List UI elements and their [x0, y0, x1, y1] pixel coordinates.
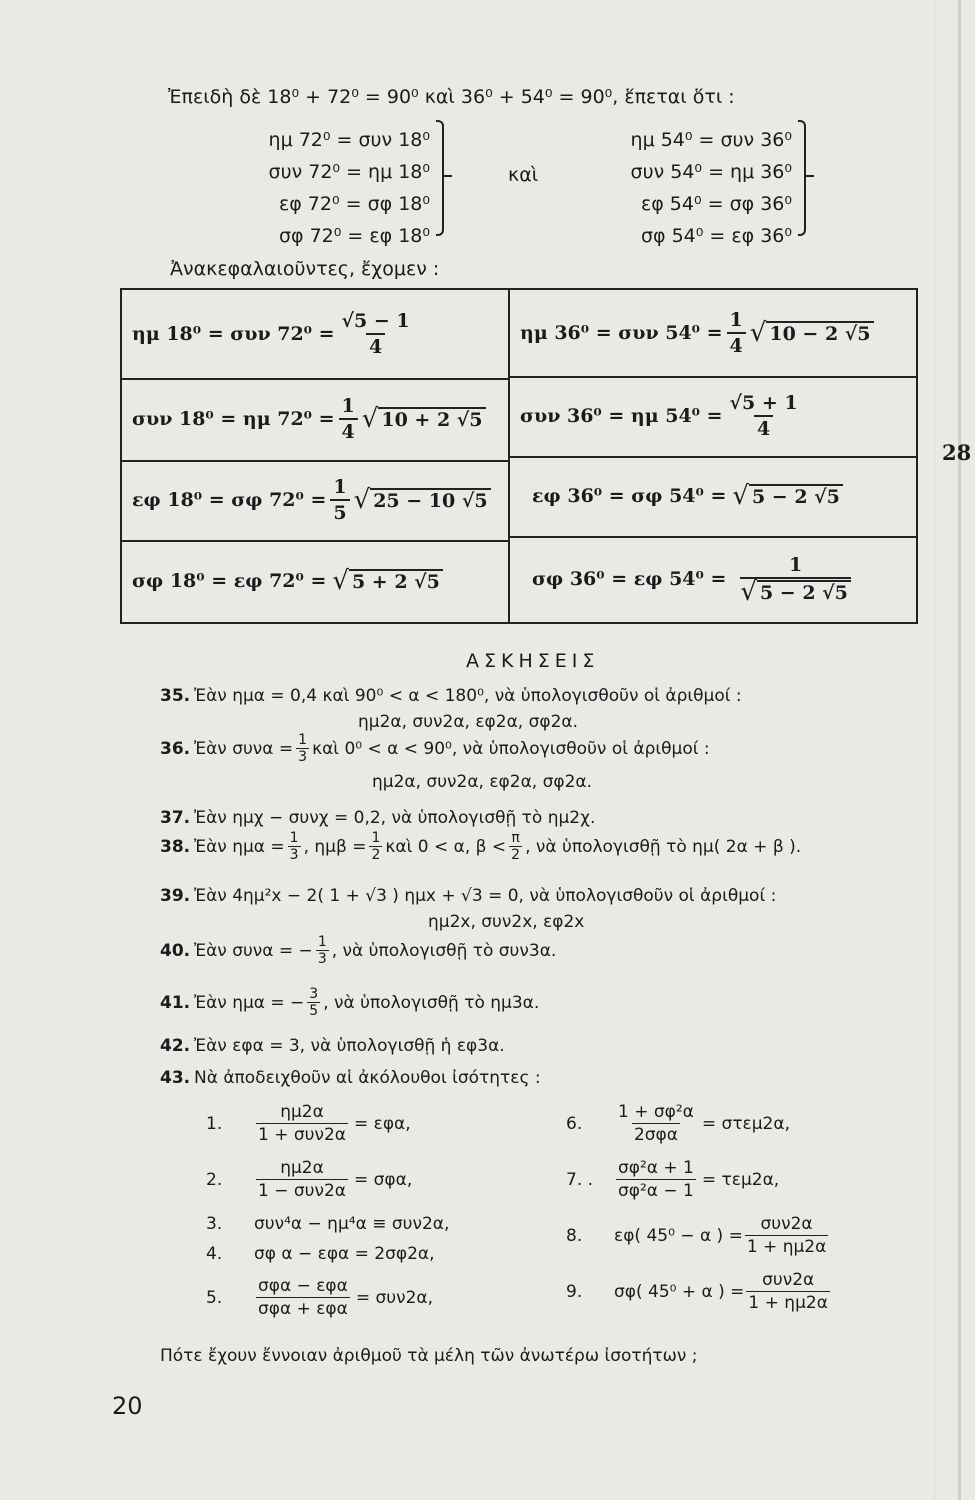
exercise-42	[160, 1036, 505, 1056]
exercise-number: 40.	[160, 940, 191, 961]
cell-tan18	[132, 460, 491, 540]
left-eq-4: σφ 72⁰ = εφ 18⁰	[278, 225, 430, 247]
identity-8	[566, 1214, 834, 1257]
fraction-numerator: 1	[729, 309, 743, 331]
radical-sign-icon: √	[353, 485, 371, 515]
fraction-denominator: 1 + ημ2α	[748, 1293, 828, 1313]
radicand: 10 + 2 √5	[378, 407, 485, 432]
fraction-denominator: σφα + εφα	[258, 1299, 348, 1319]
identity-rhs: = εφα,	[354, 1113, 411, 1134]
cell-cos36	[520, 376, 805, 456]
fraction-denominator: 4	[754, 415, 773, 440]
fraction-denominator	[740, 577, 851, 605]
exercise-text: Ἐὰν εφα = 3, νὰ ὑπολογισθῇ ἡ εφ3α.	[194, 1036, 505, 1056]
right-eq-2: συν 54⁰ = ημ 36⁰	[630, 161, 792, 183]
identity-3	[206, 1214, 449, 1234]
page-number: 20	[112, 1392, 143, 1420]
identity-number: 2.	[206, 1169, 223, 1190]
fraction	[509, 830, 522, 863]
exercise-38	[160, 830, 801, 863]
fraction-numerator: ημ2α	[280, 1158, 324, 1178]
radical-sign-icon: √	[732, 481, 749, 511]
left-eq-1: ημ 72⁰ = συν 18⁰	[268, 129, 430, 151]
identity-5	[206, 1276, 433, 1319]
identity-number: 8.	[566, 1225, 583, 1246]
fraction	[616, 1102, 696, 1145]
exercise-36-list: ημ2α, συν2α, εφ2α, σφ2α.	[372, 772, 593, 792]
cell-cos36-fraction	[727, 392, 801, 440]
fraction-denominator: 1 + ημ2α	[746, 1237, 827, 1257]
exercise-number: 42.	[160, 1036, 191, 1056]
exercise-35-list: ημ2α, συν2α, εφ2α, σφ2α.	[358, 712, 579, 732]
cell-cot18	[132, 540, 443, 622]
identity-number: 7. .	[566, 1169, 594, 1190]
fraction-numerator: συν2α	[760, 1214, 813, 1234]
exercise-37	[160, 808, 595, 828]
identity-1	[206, 1102, 411, 1145]
exercise-35	[160, 686, 742, 706]
exercise-43	[160, 1068, 541, 1088]
cell-cos18-fraction	[339, 395, 358, 443]
cell-cos18	[132, 378, 486, 460]
exercise-text-cont: , νὰ ὑπολογισθῇ τὸ συν3α.	[331, 940, 557, 961]
fraction-denominator: 4	[339, 418, 358, 443]
fraction-denominator: 5	[309, 1003, 319, 1019]
fraction-denominator: 5	[330, 499, 349, 524]
left-eq-3: εφ 72⁰ = σφ 18⁰	[278, 193, 430, 215]
identity-rhs: = στεμ2α,	[701, 1113, 790, 1134]
fraction-numerator: 1	[333, 476, 347, 498]
fraction-denominator: σφ²α − 1	[618, 1181, 694, 1201]
radicand: 25 − 10 √5	[370, 488, 490, 513]
exercise-number: 39.	[160, 886, 191, 906]
exercise-text: Ἐὰν ημα = −	[194, 992, 305, 1013]
left-eq-2: συν 72⁰ = ημ 18⁰	[268, 161, 430, 183]
radicand: 5 − 2 √5	[749, 484, 843, 509]
values-table	[120, 288, 918, 624]
fraction-denominator: 2σφα	[633, 1125, 678, 1145]
fraction-numerator: ημ2α	[280, 1102, 324, 1122]
exercise-text-cont: , νὰ ὑπολογισθῇ τὸ ημ3α.	[323, 992, 540, 1013]
identity-number: 5.	[206, 1287, 223, 1308]
identity-number: 3.	[206, 1214, 223, 1234]
fraction	[316, 934, 329, 967]
fraction	[745, 1214, 828, 1257]
fraction-numerator: σφα − εφα	[258, 1276, 348, 1296]
exercise-39-list: ημ2x, συν2x, εφ2x	[428, 912, 585, 932]
fraction	[296, 732, 309, 765]
right-brace	[798, 120, 806, 236]
cell-sin36-fraction	[727, 309, 746, 357]
page-edge-shadow	[958, 0, 961, 1500]
exercise-text-c: καὶ 0 < α, β <	[385, 836, 507, 857]
exercise-text: Ἐὰν συνα =	[194, 738, 294, 759]
fraction-denominator: 2	[371, 847, 381, 863]
fraction-denominator: 3	[317, 951, 327, 967]
fraction	[369, 830, 382, 863]
right-equation-group	[586, 124, 792, 252]
fraction-numerator: √5 − 1	[341, 310, 410, 332]
cell-cos36-lhs: συν 36⁰ = ημ 54⁰ =	[520, 405, 723, 427]
fraction	[256, 1102, 348, 1145]
and-word: καὶ	[508, 164, 539, 186]
fraction-numerator: π	[511, 830, 520, 846]
fraction	[307, 986, 320, 1019]
fraction-numerator: 1	[317, 934, 327, 950]
fraction-numerator: 1	[789, 553, 803, 576]
right-eq-3: εφ 54⁰ = σφ 36⁰	[640, 193, 792, 215]
exercise-number: 41.	[160, 992, 191, 1013]
identity-number: 1.	[206, 1113, 223, 1134]
exercise-number: 35.	[160, 686, 191, 706]
cell-cos18-radical	[362, 406, 486, 432]
exercise-39	[160, 886, 776, 906]
fraction-numerator: 1	[371, 830, 381, 846]
fraction-numerator: 1	[341, 395, 355, 417]
left-equation-group	[246, 124, 430, 252]
right-eq-4: σφ 54⁰ = εφ 36⁰	[640, 225, 792, 247]
identity-6	[566, 1102, 790, 1145]
cell-tan18-radical	[354, 487, 491, 513]
left-brace	[436, 120, 444, 236]
exercise-text: Ἐὰν 4ημ²x − 2( 1 + √3 ) ημx + √3 = 0, νὰ ὑπολογισθοῦν οἱ ἀριθμοί :	[194, 886, 777, 906]
cell-tan36-radical	[732, 483, 843, 509]
exercise-number: 38.	[160, 836, 191, 857]
identity-number: 6.	[566, 1113, 583, 1134]
fraction-numerator: 3	[309, 986, 319, 1002]
identity-rhs: = τεμ2α,	[701, 1169, 780, 1190]
side-page-number: 28	[942, 440, 972, 465]
fraction-denominator: 3	[289, 847, 299, 863]
cell-tan18-lhs: εφ 18⁰ = σφ 72⁰ =	[132, 489, 327, 511]
cell-cot18-lhs: σφ 18⁰ = εφ 72⁰ =	[132, 570, 327, 592]
identity-4	[206, 1244, 435, 1264]
exercise-text: Ἐὰν συνα = −	[194, 940, 313, 961]
identity-lhs: σφ( 45⁰ + α ) =	[614, 1281, 745, 1302]
radical-sign-icon: √	[332, 566, 349, 596]
cell-cot36	[532, 536, 855, 622]
cell-sin36	[520, 290, 874, 376]
exercise-text: Ἐὰν ημα =	[194, 836, 285, 857]
left-brace-tip	[444, 175, 452, 177]
fraction-denominator: 1 − συν2α	[258, 1181, 346, 1201]
fraction-numerator: σφ²α + 1	[618, 1158, 694, 1178]
fraction	[256, 1158, 348, 1201]
cell-cot36-lhs: σφ 36⁰ = εφ 54⁰ =	[532, 568, 727, 590]
fraction	[746, 1270, 829, 1313]
cell-cot36-radical	[740, 576, 851, 607]
exercise-text: Νὰ ἀποδειχθοῦν αἱ ἀκόλουθοι ἰσότητες :	[194, 1068, 541, 1088]
exercise-text-cont: καὶ 0⁰ < α < 90⁰, νὰ ὑπολογισθοῦν οἱ ἀριθμοί :	[312, 738, 710, 759]
fraction	[616, 1158, 696, 1201]
cell-sin36-lhs: ημ 36⁰ = συν 54⁰ =	[520, 322, 723, 344]
identity-text: συν⁴α − ημ⁴α ≡ συν2α,	[254, 1214, 450, 1234]
exercise-36	[160, 732, 710, 765]
fraction-denominator: 4	[727, 332, 746, 357]
exercise-number: 43.	[160, 1068, 191, 1088]
identity-7	[566, 1158, 779, 1201]
fraction-denominator: 2	[511, 847, 521, 863]
exercise-number: 36.	[160, 738, 191, 759]
right-brace-tip	[806, 175, 814, 177]
radicand: 10 − 2 √5	[766, 321, 873, 346]
radicand: 5 − 2 √5	[757, 580, 851, 605]
radical-sign-icon: √	[740, 576, 757, 607]
identity-9	[566, 1270, 836, 1313]
identity-number: 9.	[566, 1281, 583, 1302]
identity-rhs: = συν2α,	[355, 1287, 434, 1308]
closing-question: Πότε ἔχουν ἔννοιαν ἀριθμοῦ τὰ μέλη τῶν ἀνωτέρω ἰσοτήτων ;	[160, 1346, 698, 1366]
fraction	[288, 830, 301, 863]
cell-tan18-fraction	[330, 476, 349, 524]
right-eq-1: ημ 54⁰ = συν 36⁰	[630, 129, 792, 151]
cell-sin18-fraction	[339, 310, 413, 358]
identity-number: 4.	[206, 1244, 223, 1264]
exercise-text: Ἐὰν ημα = 0,4 καὶ 90⁰ < α < 180⁰, νὰ ὑπολογισθοῦν οἱ ἀριθμοί :	[194, 686, 742, 706]
cell-cos18-lhs: συν 18⁰ = ημ 72⁰ =	[132, 408, 335, 430]
exercise-text-b: , ημβ =	[303, 836, 367, 857]
radicand: 5 + 2 √5	[349, 569, 443, 594]
fraction	[256, 1276, 350, 1319]
section-title: ΑΣΚΗΣΕΙΣ	[466, 650, 600, 672]
identity-lhs: εφ( 45⁰ − α ) =	[614, 1225, 743, 1246]
exercise-40	[160, 934, 556, 967]
cell-cot36-fraction	[740, 554, 851, 605]
page-edge-line	[934, 0, 935, 1500]
summary-line: Ἀνακεφαλαιοῦντες, ἔχομεν :	[170, 258, 440, 280]
fraction-numerator: 1	[289, 830, 299, 846]
radical-sign-icon: √	[361, 404, 379, 434]
cell-sin18-lhs: ημ 18⁰ = συν 72⁰ =	[132, 323, 335, 345]
intro-line: Ἐπειδὴ δὲ 18⁰ + 72⁰ = 90⁰ καὶ 36⁰ + 54⁰ = 90⁰, ἕπεται ὅτι :	[168, 86, 735, 108]
fraction-numerator: 1 + σφ²α	[618, 1102, 694, 1122]
fraction-numerator: 1	[298, 732, 308, 748]
identity-rhs: = σφα,	[354, 1169, 413, 1190]
identity-2	[206, 1158, 412, 1201]
exercise-text-d: , νὰ ὑπολογισθῇ τὸ ημ( 2α + β ).	[525, 836, 802, 857]
fraction-numerator: συν2α	[762, 1270, 815, 1290]
fraction-denominator: 3	[298, 749, 308, 765]
radical-sign-icon: √	[749, 318, 767, 348]
identity-text: σφ α − εφα = 2σφ2α,	[254, 1244, 435, 1264]
cell-tan36-lhs: εφ 36⁰ = σφ 54⁰ =	[532, 485, 727, 507]
fraction-denominator: 1 + συν2α	[258, 1125, 346, 1145]
exercise-text: Ἐὰν ημχ − συνχ = 0,2, νὰ ὑπολογισθῇ τὸ ημ2χ.	[194, 808, 596, 828]
exercise-number: 37.	[160, 808, 191, 828]
cell-sin36-radical	[750, 320, 874, 346]
cell-tan36	[532, 456, 843, 536]
fraction-denominator: 4	[366, 333, 385, 358]
cell-cot18-radical	[332, 568, 443, 594]
exercise-41	[160, 986, 539, 1019]
fraction-numerator: √5 + 1	[729, 392, 798, 414]
cell-sin18	[132, 290, 417, 378]
